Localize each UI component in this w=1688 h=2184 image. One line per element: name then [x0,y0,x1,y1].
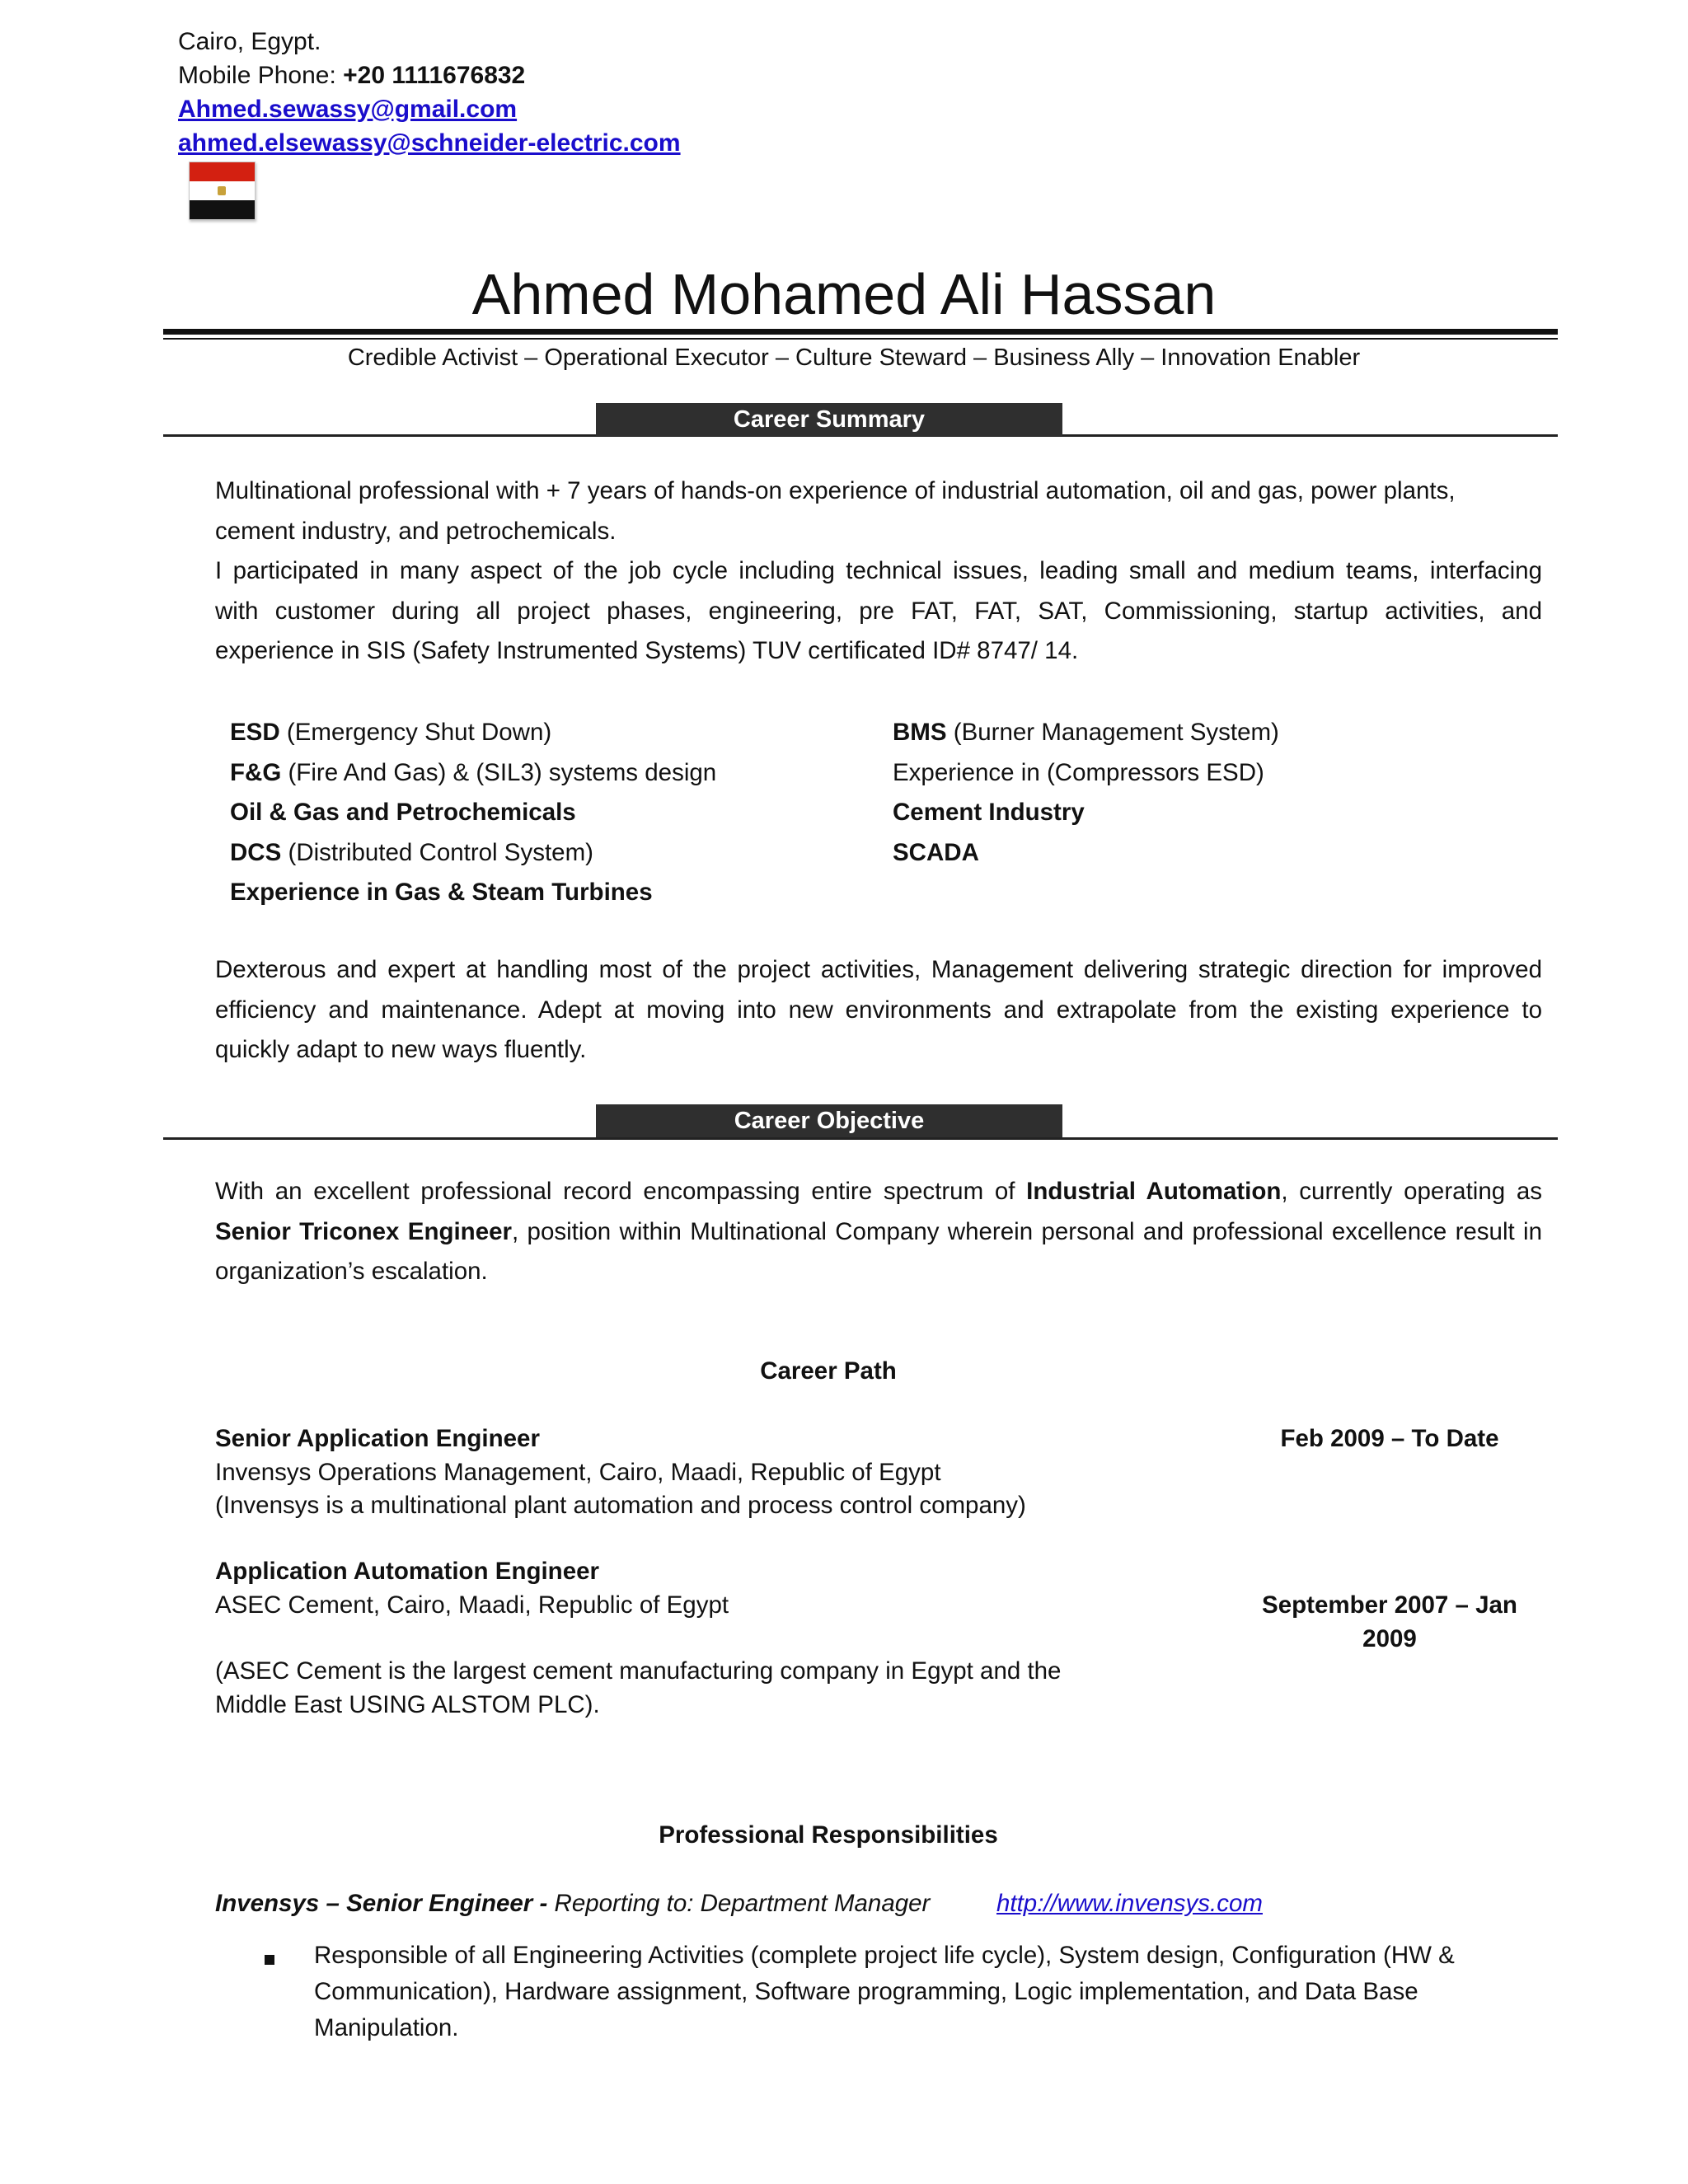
employer-label: Invensys – Senior Engineer - [215,1890,555,1917]
skill-item: DCS (Distributed Control System) [230,838,593,866]
section-heading-career-objective: Career Objective [596,1104,1062,1137]
job-note: (Invensys is a multinational plant automation and process control company) [215,1492,1026,1519]
reporting-line [215,1887,1263,1920]
skills-list-left [230,713,716,913]
skill-item: ESD (Emergency Shut Down) [230,719,552,746]
resume-name: Ahmed Mohamed Ali Hassan [471,262,1217,326]
job-note: (ASEC Cement is the largest cement manufacturing company in Egypt and the Middle East USING ALSTOM PLC). [215,1657,1062,1718]
job-title: Application Automation Engineer [215,1558,599,1585]
skill-item: Oil & Gas and Petrochemicals [230,799,576,826]
email-link-personal[interactable]: Ahmed.sewassy@gmail.com [178,96,518,123]
job-title: Senior Application Engineer [215,1425,540,1452]
skill-item: Experience in (Compressors ESD) [893,758,1264,786]
company-website-link[interactable]: http://www.invensys.com [996,1890,1263,1917]
egypt-flag-icon [189,162,256,220]
bullet-marker [265,1955,274,1965]
summary-paragraph-expertise: Dexterous and expert at handling most of the project activities, Management delivering strategic direction for improved efficiency and maintenance. Adept at moving into new environments and extrapolate from the existing experience to quickly adapt to new ways fluently. [215,956,1542,1063]
email-link-work[interactable]: ahmed.elsewassy@schneider-electric.com [178,129,681,157]
objective-paragraph: With an excellent professional record encompassing entire spectrum of Industrial Automation, currently operating as Senior Triconex Engineer, position within Multinational Company wherein personal and professional excellence result in organization’s escalation. [215,1178,1542,1285]
skill-item: F&G (Fire And Gas) & (SIL3) systems design [230,758,717,786]
skill-item: SCADA [893,838,979,866]
responsibility-item: Responsible of all Engineering Activities (complete project life cycle), System design, Configuration (HW & Communication), Hardware assignment, Software programming, Logic implementation, and Data Base Manipulation. [314,1942,1455,2041]
job-entry [215,1555,729,1622]
skills-list-right [893,713,1279,873]
tagline: Credible Activist – Operational Executor – Culture Steward – Business Ally – Innovation Enabler [347,344,1361,371]
city-text: Cairo, Egypt. [178,28,321,55]
section-heading-career-summary: Career Summary [596,403,1062,436]
phone-number: +20 1111676832 [343,62,526,89]
phone-line [178,59,694,92]
header-divider-thin [163,338,1558,340]
responsibilities-heading: Professional Responsibilities [659,1821,998,1849]
header-divider [163,329,1558,335]
section-divider [163,1137,1558,1140]
job-company: ASEC Cement, Cairo, Maadi, Republic of Egypt [215,1591,729,1619]
job-date: Feb 2009 – To Date [1280,1425,1499,1452]
contact-block [178,25,694,160]
skill-item: BMS (Burner Management System) [893,719,1279,746]
summary-paragraph: Multinational professional with + 7 years of hands-on experience of industrial automation, oil and gas, power plants, cement industry, and petrochemicals. I participated in many aspect of the job cycle including technical issues, leading small and medium teams, interfacing with customer during all project phases, engineering, pre FAT, FAT, SAT, Commissioning, startup activities, and experience in SIS (Safety Instrumented Systems) TUV certificated ID# 8747/ 14. [215,477,1542,664]
reporting-to: Reporting to: Department Manager [554,1890,931,1917]
skill-item: Cement Industry [893,799,1085,826]
skill-item: Experience in Gas & Steam Turbines [230,879,653,906]
job-company: Invensys Operations Management, Cairo, Maadi, Republic of Egypt [215,1458,941,1486]
job-date: September 2007 – Jan 2009 [1262,1591,1517,1652]
phone-label: Mobile Phone: [178,62,344,89]
job-entry [215,1422,1026,1523]
career-path-heading: Career Path [760,1357,897,1385]
